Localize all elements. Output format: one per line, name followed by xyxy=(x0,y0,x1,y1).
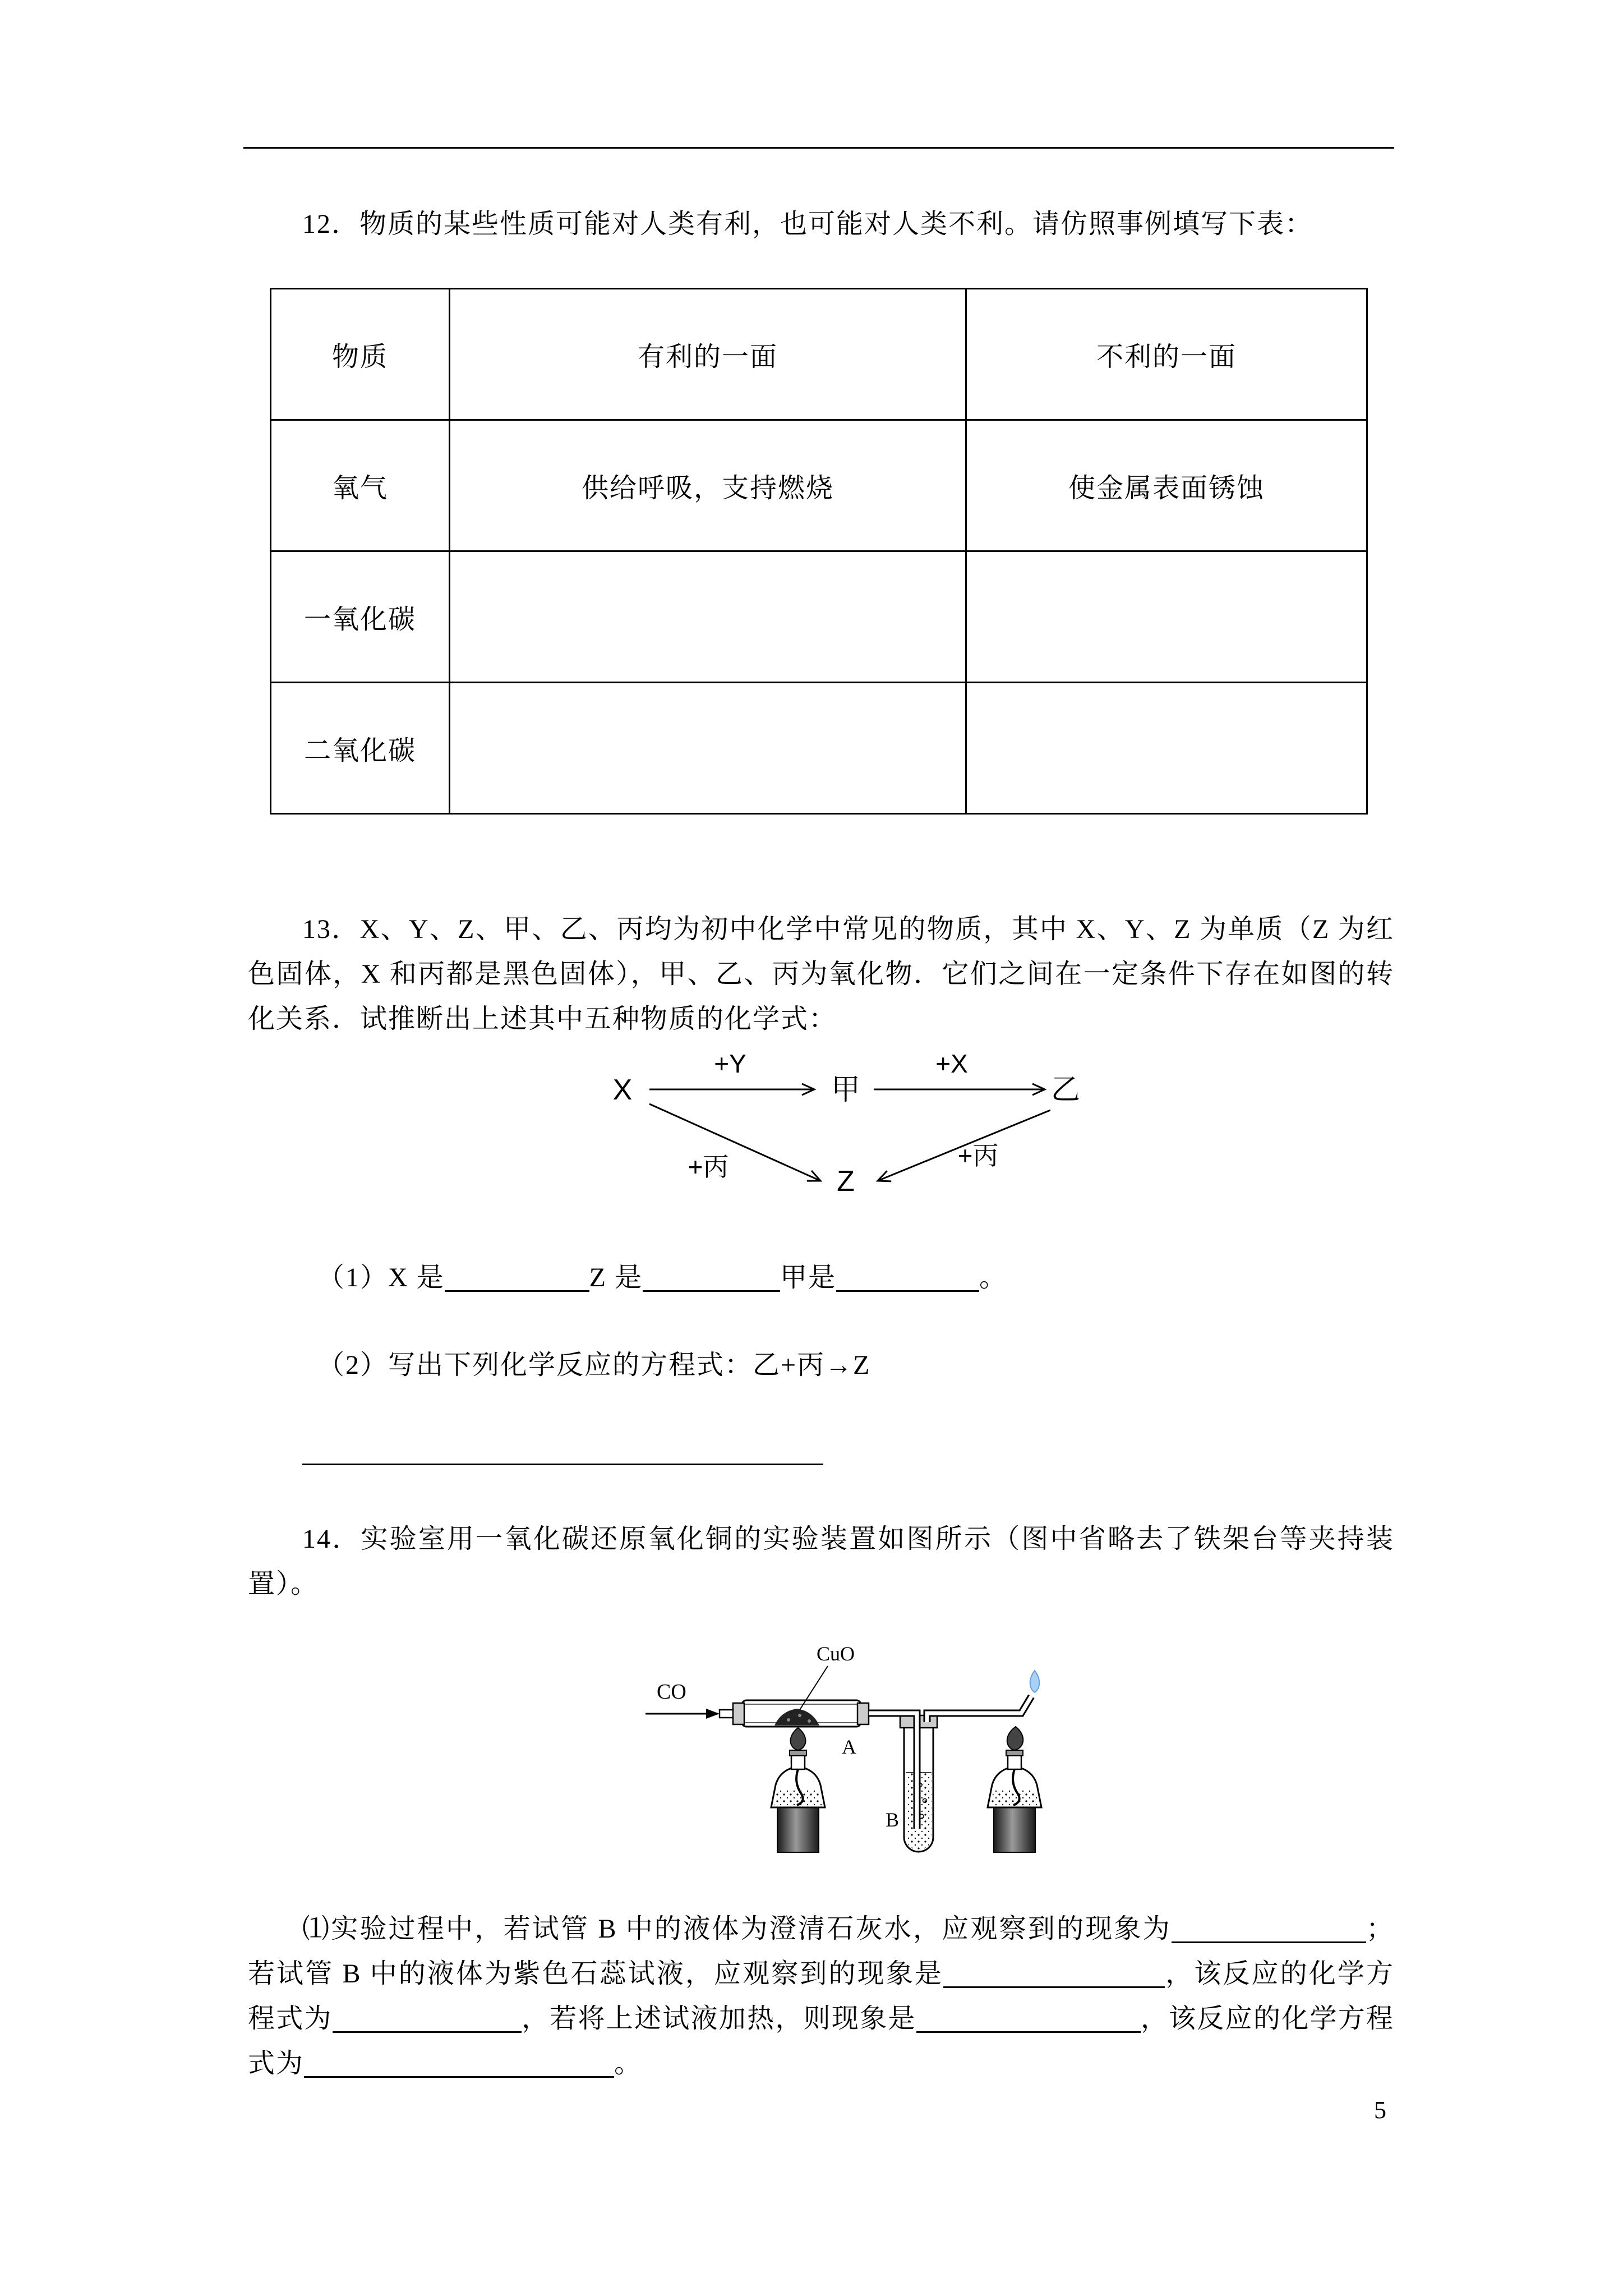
co-flow-arrow xyxy=(645,1709,720,1719)
edge-label-jia-to-yi: +X xyxy=(935,1049,968,1078)
page-number: 5 xyxy=(1374,2096,1386,2124)
table-cell-substance: 二氧化碳 xyxy=(271,683,450,814)
table-cell-harm: 使金属表面锈蚀 xyxy=(966,420,1367,551)
q14-part1-text: ，该反应的化学方程式为 xyxy=(248,2004,1394,2078)
table-cell-substance: 一氧化碳 xyxy=(271,551,450,683)
arrow-x-to-z xyxy=(649,1104,820,1181)
flame-a xyxy=(790,1728,805,1750)
table-row xyxy=(271,420,1367,551)
q13-jia-label: 甲是 xyxy=(780,1263,837,1292)
table-cell-benefit: 供给呼吸，支持燃烧 xyxy=(450,420,966,551)
node-x: X xyxy=(612,1074,633,1106)
header-rule xyxy=(243,147,1394,149)
table-cell-harm-answer[interactable] xyxy=(966,683,1367,814)
q14-part1-text: ⑴实验过程中，若试管 B 中的液体为澄清石灰水，应观察到的现象为 xyxy=(302,1914,1172,1944)
flame-exhaust-lamp xyxy=(1007,1727,1023,1750)
arrow-x-to-jia xyxy=(649,1084,814,1095)
answer-blank-limewater[interactable] xyxy=(1172,1912,1366,1943)
co-label: CO xyxy=(657,1680,686,1704)
answer-blank-equation-1[interactable] xyxy=(333,2002,522,2033)
q13-part1 xyxy=(317,1255,1007,1300)
q14-part1-text: ；若试管 B 中的液体为紫色石蕊试液，应观察到的现象是 xyxy=(248,1914,1394,1989)
exhaust-pipe xyxy=(927,1696,1031,1722)
q14-stem: 14．实验室用一氧化碳还原氧化铜的实验装置如图所示（图中省略去了铁架台等夹持装置）。 xyxy=(248,1524,1394,1599)
cuo-label: CuO xyxy=(817,1642,855,1665)
answer-blank-equation[interactable] xyxy=(302,1464,823,1465)
answer-blank-z[interactable] xyxy=(643,1261,780,1292)
label-a: A xyxy=(842,1736,856,1758)
edge-label-x-to-jia: +Y xyxy=(714,1049,746,1078)
answer-blank-jia[interactable] xyxy=(836,1261,979,1292)
q12-stem: 12．物质的某些性质可能对人类有利，也可能对人类不利。请仿照事例填写下表： xyxy=(302,209,1313,239)
alcohol-lamp-exhaust xyxy=(988,1727,1041,1852)
arrow-jia-to-yi xyxy=(874,1084,1045,1095)
q14-part1-text: ，该反应的化学方程式为 xyxy=(248,1959,1394,2033)
edge-label-x-to-z: +丙 xyxy=(688,1152,729,1181)
label-b: B xyxy=(886,1809,900,1831)
table-cell-substance: 氧气 xyxy=(271,420,450,551)
table-header-row xyxy=(271,289,1367,420)
conversion-diagram xyxy=(589,1038,1094,1200)
hard-glass-tube xyxy=(720,1700,869,1727)
alcohol-lamp-a xyxy=(771,1728,825,1852)
q13-part1-end: 。 xyxy=(979,1263,1008,1292)
edge-label-yi-to-z: +丙 xyxy=(957,1141,999,1170)
table-header-cell: 物质 xyxy=(271,289,450,420)
answer-blank-heating[interactable] xyxy=(916,2002,1141,2033)
table-header-cell: 有利的一面 xyxy=(450,289,966,420)
node-jia: 甲 xyxy=(831,1074,861,1106)
answer-blank-litmus[interactable] xyxy=(943,1957,1165,1988)
node-yi: 乙 xyxy=(1050,1074,1081,1106)
q13-part2: （2）写出下列化学反应的方程式：乙+丙→Z xyxy=(317,1350,871,1380)
table-header-cell: 不利的一面 xyxy=(966,289,1367,420)
q13-z-label: Z 是 xyxy=(589,1263,643,1292)
table-cell-harm-answer[interactable] xyxy=(966,551,1367,683)
q13-stem: 13．X、Y、Z、甲、乙、丙均为初中化学中常见的物质，其中 X、Y、Z 为单质（Z 为红色固体，X 和丙都是黑色固体），甲、乙、丙为氧化物．它们之间在一定条件下存在如图的转化关系．试推断出上述其中五种物质的化学式： xyxy=(248,914,1394,1034)
left-stopper xyxy=(733,1703,744,1724)
properties-table xyxy=(270,288,1368,815)
q14-part1-text: 。 xyxy=(614,2049,643,2078)
node-z: Z xyxy=(837,1165,855,1198)
right-stopper xyxy=(857,1703,869,1724)
table-cell-benefit-answer[interactable] xyxy=(450,551,966,683)
answer-blank-equation-2[interactable] xyxy=(304,2047,614,2078)
co-reduction-apparatus xyxy=(634,1638,1066,1862)
q14-part1-text: ，若将上述试液加热，则现象是 xyxy=(521,2004,916,2033)
answer-blank-x[interactable] xyxy=(445,1261,589,1292)
q14-part1 xyxy=(248,1907,1394,2086)
table-cell-benefit-answer[interactable] xyxy=(450,683,966,814)
table-row xyxy=(271,683,1367,814)
q13-x-label: （1）X 是 xyxy=(317,1263,445,1292)
table-row xyxy=(271,551,1367,683)
exhaust-flame xyxy=(1030,1671,1040,1692)
arrow-yi-to-z xyxy=(878,1110,1050,1181)
